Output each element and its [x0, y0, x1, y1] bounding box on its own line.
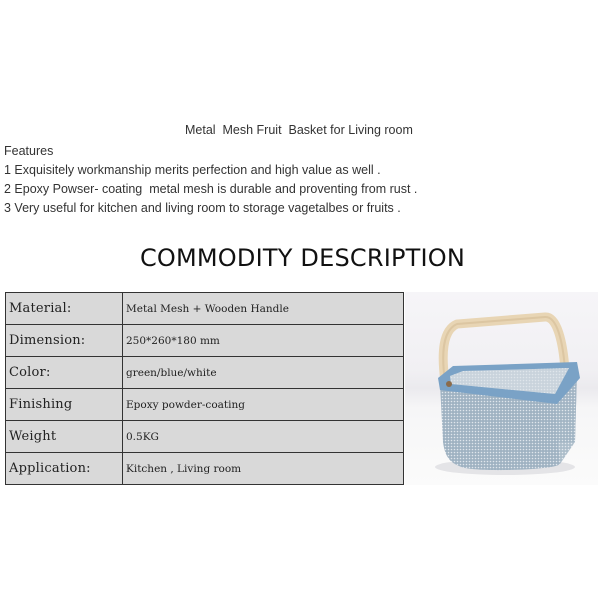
spec-label: Color:	[6, 357, 123, 389]
feature-item: 2 Epoxy Powser- coating metal mesh is durable and proventing from rust .	[4, 182, 418, 196]
features-heading: Features	[4, 144, 54, 158]
feature-item: 1 Exquisitely workmanship merits perfection and high value as well .	[4, 163, 381, 177]
table-row	[6, 389, 404, 421]
table-row	[6, 325, 404, 357]
spec-value: Kitchen , Living room	[123, 453, 404, 485]
spec-value: 0.5KG	[123, 421, 404, 453]
spec-label: Finishing	[6, 389, 123, 421]
product-photo	[405, 292, 598, 485]
spec-label: Dimension:	[6, 325, 123, 357]
spec-value: Epoxy powder-coating	[123, 389, 404, 421]
spec-table	[5, 292, 404, 485]
table-row	[6, 453, 404, 485]
basket-image-icon	[405, 292, 598, 485]
spec-value: Metal Mesh + Wooden Handle	[123, 293, 404, 325]
table-row	[6, 421, 404, 453]
spec-label: Weight	[6, 421, 123, 453]
section-heading: COMMODITY DESCRIPTION	[139, 244, 466, 272]
spec-label: Material:	[6, 293, 123, 325]
table-row	[6, 357, 404, 389]
feature-item: 3 Very useful for kitchen and living room to storage vagetalbes or fruits .	[4, 201, 401, 215]
spec-value: 250*260*180 mm	[123, 325, 404, 357]
features-block	[4, 142, 417, 218]
product-title: Metal Mesh Fruit Basket for Living room	[185, 123, 413, 137]
spec-value: green/blue/white	[123, 357, 404, 389]
table-row	[6, 293, 404, 325]
spec-label: Application:	[6, 453, 123, 485]
